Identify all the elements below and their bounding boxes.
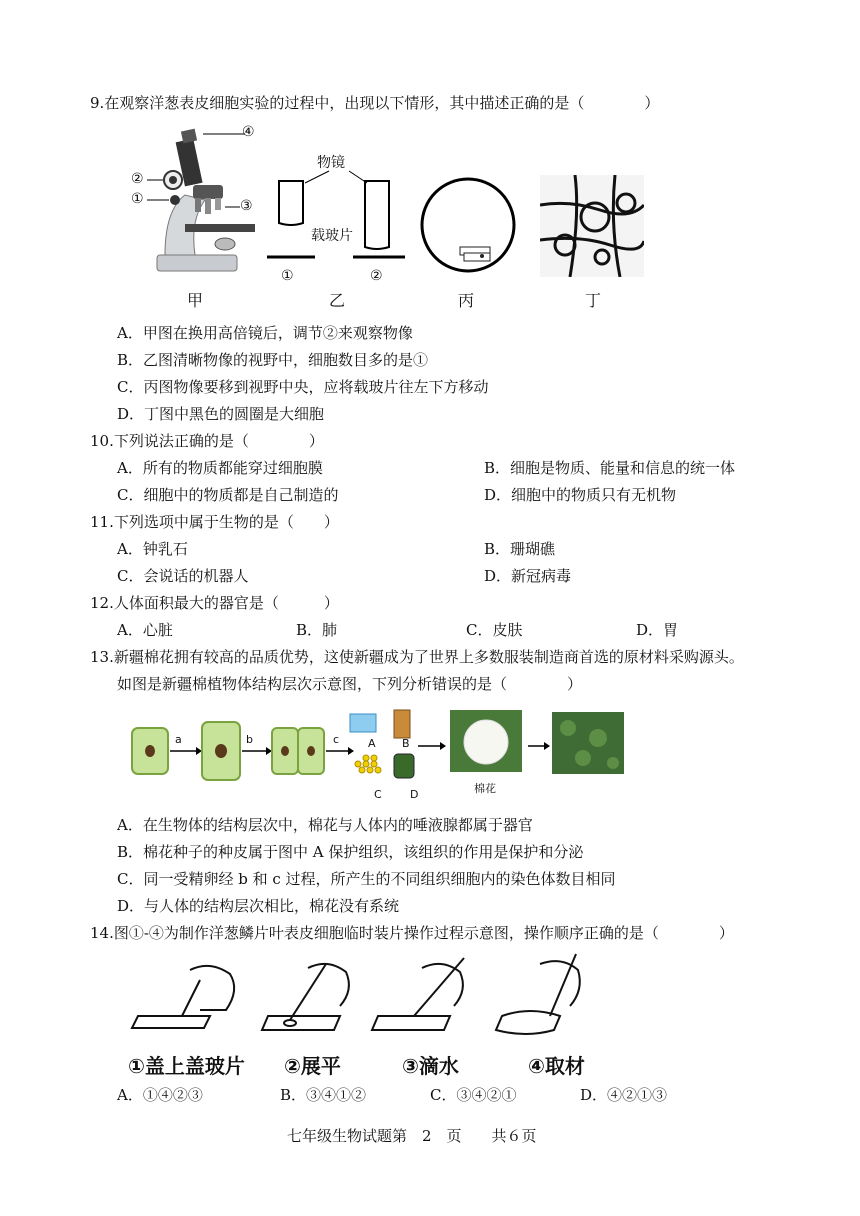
mark-4: ④ xyxy=(242,124,255,140)
q10-option-d: D．细胞中的物质只有无机物 xyxy=(484,486,677,504)
q9-option-c: C．丙图物像要移到视野中央，应将载玻片往左下方移动 xyxy=(117,378,489,396)
q13-option-d: D．与人体的结构层次相比，棉花没有系统 xyxy=(117,897,400,915)
q12-stem: 12.人体面积最大的器官是（ ） xyxy=(90,594,339,612)
step-4-caption: ④取材 xyxy=(528,1054,585,1078)
mark-1: ① xyxy=(131,191,144,207)
arrow-label-c: c xyxy=(333,733,340,746)
q12-option-d: D．胃 xyxy=(636,621,679,639)
tissue-label-c: C xyxy=(374,788,382,801)
q10-stem: 10.下列说法正确的是（ ） xyxy=(90,432,324,450)
mark-2: ② xyxy=(131,171,144,187)
q14-stem: 14.图①-④为制作洋葱鳞片叶表皮细胞临时装片操作过程示意图，操作顺序正确的是（ ） xyxy=(90,924,734,942)
step-2-caption: ②展平 xyxy=(284,1054,341,1078)
caption-yi: 乙 xyxy=(329,291,346,310)
caption-bing: 丙 xyxy=(458,291,475,310)
tissue-label-d: D xyxy=(410,788,419,801)
q11-option-a: A．钟乳石 xyxy=(117,540,188,558)
q12-option-c: C．皮肤 xyxy=(466,621,523,639)
caption-ding: 丁 xyxy=(585,291,602,310)
q14-option-d: D．④②①③ xyxy=(580,1086,668,1104)
q12-option-a: A．心脏 xyxy=(117,621,173,639)
caption-jia: 甲 xyxy=(187,291,204,310)
arrow-label-a: a xyxy=(175,733,182,746)
yi-mark-1: ① xyxy=(281,268,294,284)
q10-option-b: B．细胞是物质、能量和信息的统一体 xyxy=(484,459,736,477)
q10-option-a: A．所有的物质都能穿过细胞膜 xyxy=(117,459,323,477)
q14-option-a: A．①④②③ xyxy=(117,1086,203,1104)
cell-view-figure xyxy=(540,175,644,277)
label-cotton: 棉花 xyxy=(474,782,496,795)
q11-option-b: B．珊瑚礁 xyxy=(484,540,556,558)
q11-option-d: D．新冠病毒 xyxy=(484,567,572,585)
q11-stem: 11.下列选项中属于生物的是（ ） xyxy=(90,513,339,531)
q13-option-c: C．同一受精卵经 b 和 c 过程，所产生的不同组织细胞内的染色体数目相同 xyxy=(117,870,616,888)
yi-mark-2: ② xyxy=(370,268,383,284)
q13-stem-line1: 13.新疆棉花拥有较高的品质优势，这使新疆成为了世界上多数服装制造商首选的原材料采购源头。 xyxy=(90,648,744,666)
tissue-label-b: B xyxy=(402,737,410,750)
q10-option-c: C．细胞中的物质都是自己制造的 xyxy=(117,486,339,504)
mark-3: ③ xyxy=(240,198,253,214)
step-3-caption: ③滴水 xyxy=(402,1054,459,1078)
q9-option-d: D．丁图中黑色的圆圈是大细胞 xyxy=(117,405,325,423)
q9-option-a: A．甲图在换用高倍镜后，调节②来观察物像 xyxy=(117,324,413,342)
q9-stem: 9.在观察洋葱表皮细胞实验的过程中，出现以下情形，其中描述正确的是（ ） xyxy=(90,94,660,112)
step-1-caption: ①盖上盖玻片 xyxy=(128,1054,245,1078)
objective-figure xyxy=(265,165,410,265)
q14-option-b: B．③④①② xyxy=(280,1086,367,1104)
tissue-label-a: A xyxy=(368,737,376,750)
q13-option-b: B．棉花种子的种皮属于图中 A 保护组织，该组织的作用是保护和分泌 xyxy=(117,843,584,861)
field-of-view-figure xyxy=(418,175,518,275)
q13-option-a: A．在生物体的结构层次中，棉花与人体内的唾液腺都属于器官 xyxy=(117,816,533,834)
q9-option-b: B．乙图清晰物像的视野中，细胞数目多的是① xyxy=(117,351,429,369)
page-footer: 七年级生物试题第 2 页 共６页 xyxy=(287,1127,537,1145)
label-slide: 载玻片 xyxy=(311,228,353,244)
q12-option-b: B．肺 xyxy=(296,621,338,639)
slide-steps-figure xyxy=(130,950,620,1038)
arrow-label-b: b xyxy=(246,733,253,746)
q14-option-c: C．③④②① xyxy=(430,1086,517,1104)
q11-option-c: C．会说话的机器人 xyxy=(117,567,249,585)
q13-stem-line2: 如图是新疆棉植物体结构层次示意图，下列分析错误的是（ ） xyxy=(117,675,583,693)
label-objective: 物镜 xyxy=(317,155,345,171)
